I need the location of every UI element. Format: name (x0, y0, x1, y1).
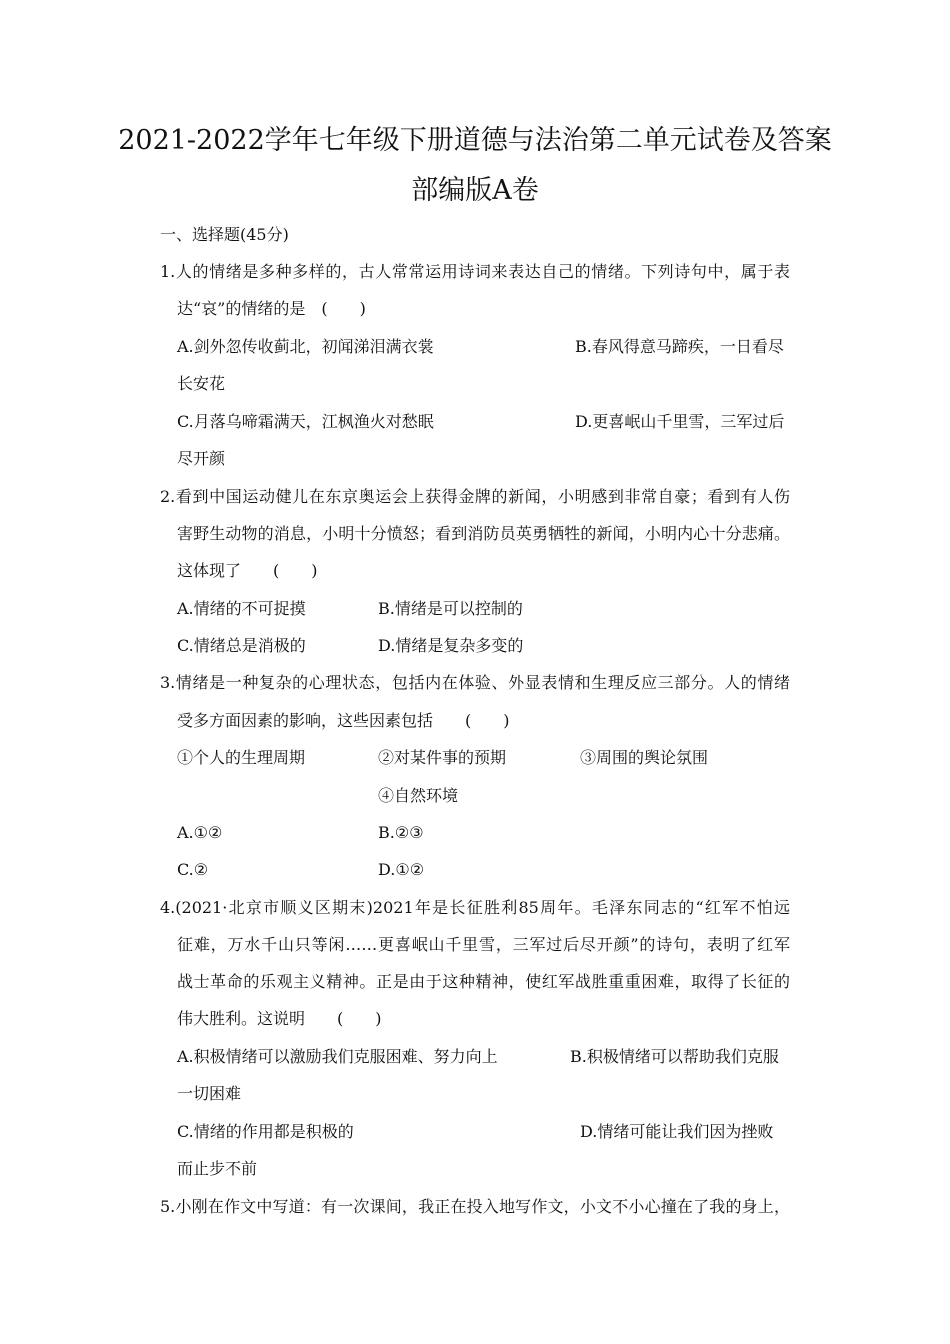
q1-option-d-continued: 尽开颜 (177, 449, 226, 468)
q4-option-a: A.积极情绪可以激励我们克服困难、努力向上 (177, 1047, 498, 1066)
q4-stem-line-1: 4.(2021·北京市顺义区期末)2021年是长征胜利85周年。毛泽东同志的“红军不怕远 (160, 898, 790, 917)
q2-option-a: A.情绪的不可捉摸 (177, 599, 306, 618)
q3-option-b: B.②③ (378, 823, 424, 842)
q1-option-b: B.春风得意马蹄疾，一日看尽 (575, 337, 784, 356)
q1-option-c: C.月落乌啼霜满天，江枫渔火对愁眠 (177, 412, 434, 431)
q1-option-a: A.剑外忽传收蓟北，初闻涕泪满衣裳 (177, 337, 434, 356)
q2-option-d: D.情绪是复杂多变的 (378, 636, 524, 655)
q2-stem-line-2: 害野生动物的消息，小明十分愤怒；看到消防员英勇牺牲的新闻，小明内心十分悲痛。 (177, 524, 790, 543)
q1-option-b-continued: 长安花 (177, 374, 226, 393)
q3-item-2: ②对某件事的预期 (378, 748, 507, 767)
q1-stem-line-2: 达“哀”的情绪的是 ( ) (177, 299, 366, 318)
q3-stem-line-1: 3.情绪是一种复杂的心理状态，包括内在体验、外显表情和生理反应三部分。人的情绪 (160, 673, 790, 692)
title-line-2: 部编版A卷 (411, 175, 539, 206)
q2-stem-line-1: 2.看到中国运动健儿在东京奥运会上获得金牌的新闻，小明感到非常自豪；看到有人伤 (160, 487, 790, 506)
q2-stem-line-3: 这体现了 ( ) (177, 561, 318, 580)
q3-option-d: D.①② (378, 860, 425, 879)
q4-option-d: D.情绪可能让我们因为挫败 (580, 1122, 774, 1141)
q2-option-c: C.情绪总是消极的 (177, 636, 306, 655)
q4-stem-line-4: 伟大胜利。这说明 ( ) (177, 1009, 382, 1028)
q3-item-3: ③周围的舆论氛围 (580, 748, 709, 767)
section-heading: 一、选择题(45分) (160, 225, 289, 244)
q3-stem-line-2: 受多方面因素的影响，这些因素包括 ( ) (177, 711, 510, 730)
q4-option-d-continued: 而止步不前 (177, 1159, 258, 1178)
q4-option-c: C.情绪的作用都是积极的 (177, 1122, 354, 1141)
q5-stem-line-1: 5.小刚在作文中写道：有一次课间，我正在投入地写作文，小文不小心撞在了我的身上， (160, 1197, 790, 1216)
q1-option-d: D.更喜岷山千里雪，三军过后 (575, 412, 785, 431)
q1-stem-line-1: 1.人的情绪是多种多样的，古人常常运用诗词来表达自己的情绪。下列诗句中，属于表 (160, 262, 790, 281)
q3-item-4: ④自然环境 (378, 786, 459, 805)
q3-item-1: ①个人的生理周期 (177, 748, 306, 767)
q3-option-c: C.② (177, 860, 209, 879)
q2-option-b: B.情绪是可以控制的 (378, 599, 523, 618)
q4-option-b: B.积极情绪可以帮助我们克服 (570, 1047, 779, 1066)
title-line-1: 2021-2022学年七年级下册道德与法治第二单元试卷及答案 (118, 125, 832, 156)
q4-stem-line-3: 战士革命的乐观主义精神。正是由于这种精神，使红军战胜重重困难，取得了长征的 (177, 972, 790, 991)
q4-stem-line-2: 征难，万水千山只等闲……更喜岷山千里雪，三军过后尽开颜”的诗句，表明了红军 (177, 935, 790, 954)
q3-option-a: A.①② (177, 823, 223, 842)
q4-option-b-continued: 一切困难 (177, 1084, 242, 1103)
